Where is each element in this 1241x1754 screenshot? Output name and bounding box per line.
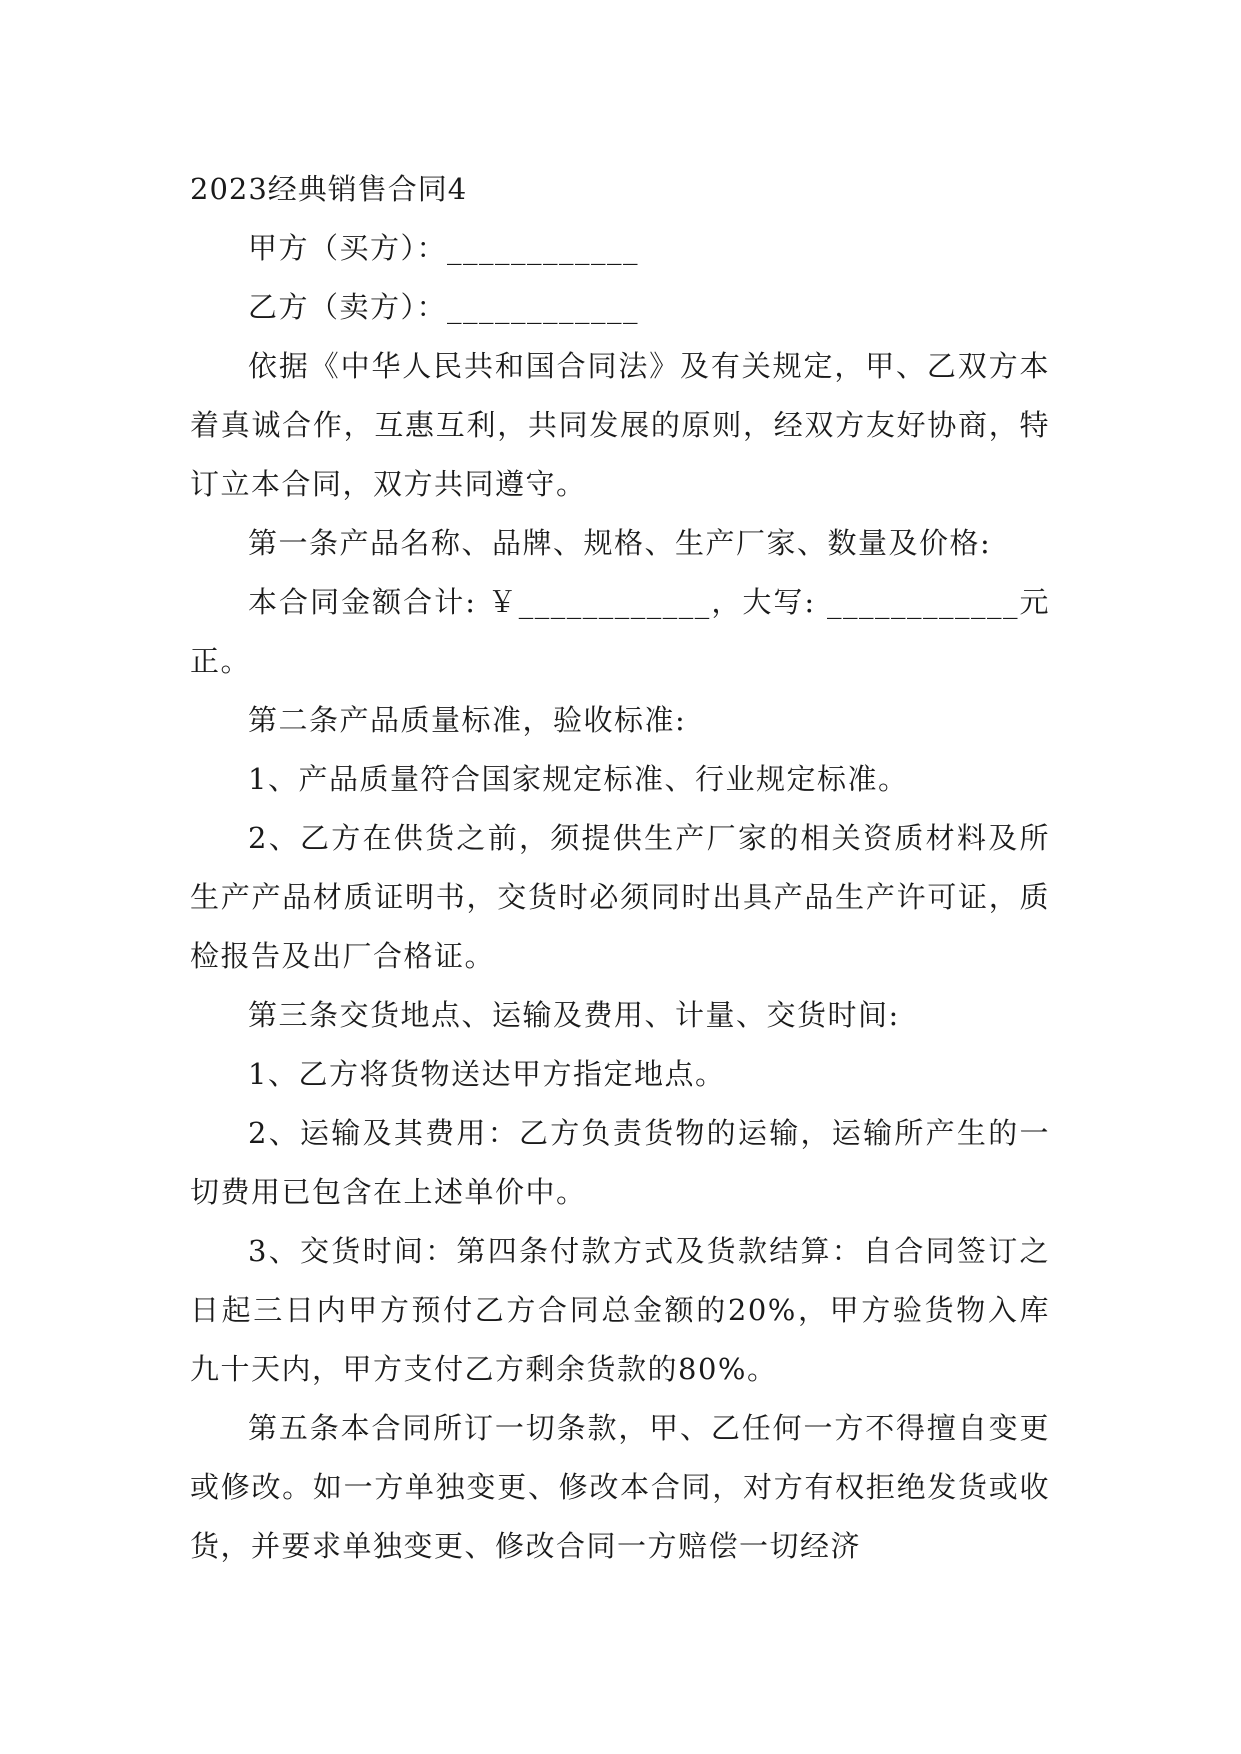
article-3-heading: 第三条交货地点、运输及费用、计量、交货时间: (248, 998, 900, 1032)
document-title: 2023经典销售合同4 (190, 172, 468, 206)
party-b-line: 乙方（卖方）：____________ (248, 290, 640, 324)
article-2-item-1: 1、产品质量符合国家规定标准、行业规定标准。 (248, 762, 909, 796)
contract-amount-paragraph: 本合同金额合计: ￥____________，大写: ____________元正。 (190, 585, 1050, 678)
article-5-paragraph: 第五条本合同所订一切条款，甲、乙任何一方不得擅自变更或修改。如一方单独变更、修改本合同，对方有权拒绝发货或收货，并要求单独变更、修改合同一方赔偿一切经济 (190, 1411, 1050, 1563)
article-1-heading: 第一条产品名称、品牌、规格、生产厂家、数量及价格: (248, 526, 992, 560)
article-3-item-2: 2、运输及其费用：乙方负责货物的运输，运输所产生的一切费用已包含在上述单价中。 (190, 1116, 1050, 1209)
article-3-item-1: 1、乙方将货物送达甲方指定地点。 (248, 1057, 726, 1091)
article-2-heading: 第二条产品质量标准，验收标准: (248, 703, 687, 737)
party-a-line: 甲方（买方）：____________ (248, 231, 640, 265)
document-body (190, 160, 1050, 1576)
article-2-item-2: 2、乙方在供货之前，须提供生产厂家的相关资质材料及所生产产品材质证明书，交货时必须同时出具产品生产许可证，质检报告及出厂合格证。 (190, 821, 1050, 973)
article-3-item-3: 3、交货时间：第四条付款方式及货款结算：自合同签订之日起三日内甲方预付乙方合同总金额的20%，甲方验货物入库九十天内，甲方支付乙方剩余货款的80%。 (190, 1234, 1050, 1386)
preamble-paragraph: 依据《中华人民共和国合同法》及有关规定，甲、乙双方本着真诚合作，互惠互利，共同发展的原则，经双方友好协商，特订立本合同，双方共同遵守。 (190, 349, 1050, 501)
